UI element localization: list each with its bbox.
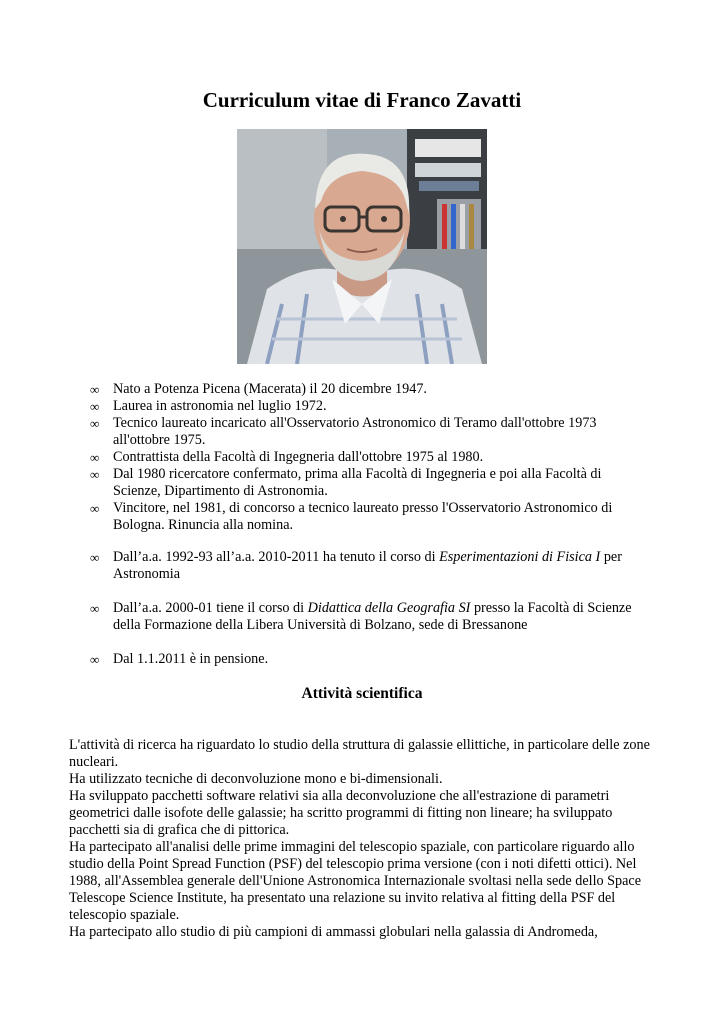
section-title: Attività scientifica: [301, 685, 423, 702]
fact-text: Dal 1980 ricercatore confermato, prima alla Facoltà di Ingegneria e poi alla Facoltà di Scienze, Dipartimento di Astronomia.: [113, 466, 602, 499]
list-item: [90, 466, 650, 500]
fact-text: Vincitore, nel 1981, di concorso a tecnico laureato presso l'Osservatorio Astronomico di Bologna. Rinuncia alla nomina.: [113, 500, 613, 533]
list-item: [90, 398, 650, 415]
list-item: [90, 381, 650, 398]
course-name: Didattica della Geografia SI: [307, 600, 471, 616]
course-name: Esperimentazioni di Fisica I: [439, 549, 601, 565]
cv-course-list-1: [90, 549, 650, 583]
fact-text-before: Dall’a.a. 2000-01 tiene il corso di: [113, 600, 308, 616]
paragraph: Ha sviluppato pacchetti software relativi sia alla deconvoluzione che all'estrazione di parametri geometrici dalle isofote delle galassie; ha scritto programmi di fitting non lineare; ha sviluppato pacchetti sia di grafica che di pittorica.: [69, 788, 613, 838]
fact-text: Dal 1.1.2011 è in pensione.: [113, 651, 269, 667]
fact-text: Laurea in astronomia nel luglio 1972.: [113, 398, 327, 414]
paragraph: Ha utilizzato tecniche di deconvoluzione mono e bi-dimensionali.: [69, 771, 443, 787]
list-item: [90, 600, 650, 634]
fact-text: Tecnico laureato incaricato all'Osservatorio Astronomico di Teramo dall'ottobre 1973 all'ottobre 1975.: [113, 415, 597, 448]
scientific-activity-text: [69, 737, 655, 941]
page-title: Curriculum vitae di Franco Zavatti: [202, 88, 522, 112]
list-item: [90, 651, 650, 668]
cv-facts-list: [90, 381, 650, 534]
infinity-bullet-icon: ∞: [90, 501, 100, 516]
infinity-bullet-icon: ∞: [90, 601, 100, 616]
cv-pension-list: [90, 651, 650, 668]
fact-text-before: Dall’a.a. 1992-93 all’a.a. 2010-2011 ha tenuto il corso di: [113, 549, 440, 565]
fact-text: Nato a Potenza Picena (Macerata) il 20 dicembre 1947.: [113, 381, 427, 397]
paragraph: L'attività di ricerca ha riguardato lo studio della struttura di galassie ellittiche, in particolare delle zone nucleari.: [69, 737, 650, 770]
fact-text: Contrattista della Facoltà di Ingegneria dall'ottobre 1975 al 1980.: [113, 449, 484, 465]
fact-text-after: per Astronomia: [113, 549, 622, 582]
portrait-photo: [237, 129, 487, 364]
list-item: [90, 549, 650, 583]
infinity-bullet-icon: ∞: [90, 467, 100, 482]
list-item: [90, 449, 650, 466]
infinity-bullet-icon: ∞: [90, 416, 100, 431]
fact-text-after: presso la Facoltà di Scienze della Formazione della Libera Università di Bolzano, sede di Bressanone: [113, 600, 632, 633]
infinity-bullet-icon: ∞: [90, 382, 100, 397]
list-item: [90, 415, 650, 449]
infinity-bullet-icon: ∞: [90, 399, 100, 414]
infinity-bullet-icon: ∞: [90, 450, 100, 465]
portrait-illustration: [237, 129, 487, 364]
infinity-bullet-icon: ∞: [90, 652, 100, 667]
cv-course-list-2: [90, 600, 650, 634]
list-item: [90, 500, 650, 534]
infinity-bullet-icon: ∞: [90, 550, 100, 565]
paragraph: Ha partecipato allo studio di più campioni di ammassi globulari nella galassia di Andromeda,: [69, 924, 598, 940]
paragraph: Ha partecipato all'analisi delle prime immagini del telescopio spaziale, con particolare riguardo allo studio della Point Spread Function (PSF) del telescopio prima versione (con i noti difetti ottici). Nel 1988, all'Assemblea generale dell'Unione Astronomica Internazionale svoltasi nella sede dello Space Telescope Science Institute, ha presentato una relazione su invito relativa al fitting della PSF del telescopio spaziale.: [69, 839, 642, 923]
